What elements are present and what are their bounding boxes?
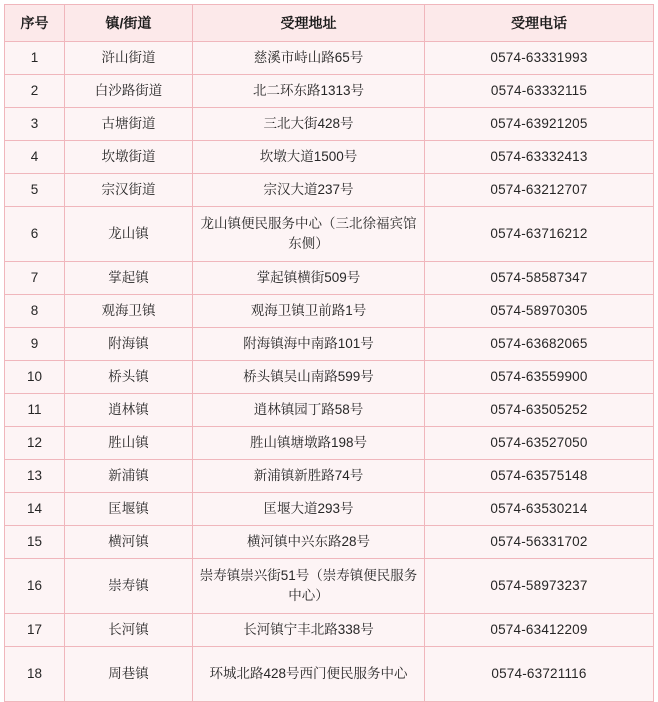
cell-address: 新浦镇新胜路74号 <box>193 460 425 493</box>
cell-town: 长河镇 <box>65 614 193 647</box>
cell-index: 12 <box>5 427 65 460</box>
cell-phone: 0574-63332413 <box>425 141 654 174</box>
cell-index: 8 <box>5 295 65 328</box>
cell-phone: 0574-63921205 <box>425 108 654 141</box>
table-row <box>5 559 654 614</box>
cell-address: 胜山镇塘墩路198号 <box>193 427 425 460</box>
cell-index: 2 <box>5 75 65 108</box>
cell-town: 附海镇 <box>65 328 193 361</box>
cell-index: 1 <box>5 42 65 75</box>
table-row <box>5 394 654 427</box>
cell-phone: 0574-63331993 <box>425 42 654 75</box>
cell-phone: 0574-63527050 <box>425 427 654 460</box>
cell-address: 坎墩大道1500号 <box>193 141 425 174</box>
cell-phone: 0574-63212707 <box>425 174 654 207</box>
cell-town: 崇寿镇 <box>65 559 193 614</box>
cell-town: 逍林镇 <box>65 394 193 427</box>
cell-phone: 0574-63716212 <box>425 207 654 262</box>
table-row <box>5 108 654 141</box>
column-header-address: 受理地址 <box>193 5 425 42</box>
cell-phone: 0574-58973237 <box>425 559 654 614</box>
cell-town: 桥头镇 <box>65 361 193 394</box>
cell-phone: 0574-63412209 <box>425 614 654 647</box>
acceptance-address-table <box>4 4 654 702</box>
cell-phone: 0574-63530214 <box>425 493 654 526</box>
table-row <box>5 526 654 559</box>
cell-index: 14 <box>5 493 65 526</box>
cell-phone: 0574-63575148 <box>425 460 654 493</box>
cell-index: 7 <box>5 262 65 295</box>
cell-address: 崇寿镇崇兴街51号（崇寿镇便民服务中心） <box>193 559 425 614</box>
cell-address: 北二环东路1313号 <box>193 75 425 108</box>
cell-town: 坎墩街道 <box>65 141 193 174</box>
table-row <box>5 460 654 493</box>
cell-index: 5 <box>5 174 65 207</box>
table-body <box>5 42 654 702</box>
cell-phone: 0574-58587347 <box>425 262 654 295</box>
cell-address: 宗汉大道237号 <box>193 174 425 207</box>
column-header-town: 镇/街道 <box>65 5 193 42</box>
cell-phone: 0574-63721116 <box>425 647 654 702</box>
cell-town: 龙山镇 <box>65 207 193 262</box>
cell-town: 浒山街道 <box>65 42 193 75</box>
cell-address: 慈溪市峙山路65号 <box>193 42 425 75</box>
cell-address: 长河镇宁丰北路338号 <box>193 614 425 647</box>
cell-phone: 0574-63332115 <box>425 75 654 108</box>
cell-phone: 0574-63559900 <box>425 361 654 394</box>
cell-index: 18 <box>5 647 65 702</box>
cell-address: 三北大街428号 <box>193 108 425 141</box>
table-row <box>5 295 654 328</box>
table-row <box>5 493 654 526</box>
column-header-phone: 受理电话 <box>425 5 654 42</box>
cell-address: 逍林镇园丁路58号 <box>193 394 425 427</box>
table-row <box>5 42 654 75</box>
cell-address: 横河镇中兴东路28号 <box>193 526 425 559</box>
cell-index: 17 <box>5 614 65 647</box>
cell-index: 13 <box>5 460 65 493</box>
table-row <box>5 141 654 174</box>
cell-town: 匡堰镇 <box>65 493 193 526</box>
cell-index: 3 <box>5 108 65 141</box>
table-row <box>5 361 654 394</box>
cell-phone: 0574-63682065 <box>425 328 654 361</box>
table-row <box>5 174 654 207</box>
cell-address: 掌起镇横街509号 <box>193 262 425 295</box>
cell-town: 新浦镇 <box>65 460 193 493</box>
table-row <box>5 75 654 108</box>
cell-index: 10 <box>5 361 65 394</box>
cell-address: 匡堰大道293号 <box>193 493 425 526</box>
table-header <box>5 5 654 42</box>
cell-town: 掌起镇 <box>65 262 193 295</box>
cell-phone: 0574-56331702 <box>425 526 654 559</box>
cell-address: 桥头镇吴山南路599号 <box>193 361 425 394</box>
cell-town: 胜山镇 <box>65 427 193 460</box>
cell-town: 宗汉街道 <box>65 174 193 207</box>
cell-town: 观海卫镇 <box>65 295 193 328</box>
cell-index: 16 <box>5 559 65 614</box>
cell-town: 白沙路街道 <box>65 75 193 108</box>
table-header-row <box>5 5 654 42</box>
cell-town: 横河镇 <box>65 526 193 559</box>
table-row <box>5 427 654 460</box>
table-row <box>5 328 654 361</box>
cell-index: 4 <box>5 141 65 174</box>
cell-address: 环城北路428号西门便民服务中心 <box>193 647 425 702</box>
cell-phone: 0574-63505252 <box>425 394 654 427</box>
cell-address: 龙山镇便民服务中心（三北徐福宾馆东侧） <box>193 207 425 262</box>
table-row <box>5 262 654 295</box>
cell-town: 周巷镇 <box>65 647 193 702</box>
cell-town: 古塘街道 <box>65 108 193 141</box>
table-row <box>5 614 654 647</box>
cell-index: 15 <box>5 526 65 559</box>
table-row <box>5 207 654 262</box>
cell-address: 观海卫镇卫前路1号 <box>193 295 425 328</box>
table-row <box>5 647 654 702</box>
cell-phone: 0574-58970305 <box>425 295 654 328</box>
column-header-index: 序号 <box>5 5 65 42</box>
cell-index: 6 <box>5 207 65 262</box>
cell-index: 11 <box>5 394 65 427</box>
cell-address: 附海镇海中南路101号 <box>193 328 425 361</box>
cell-index: 9 <box>5 328 65 361</box>
